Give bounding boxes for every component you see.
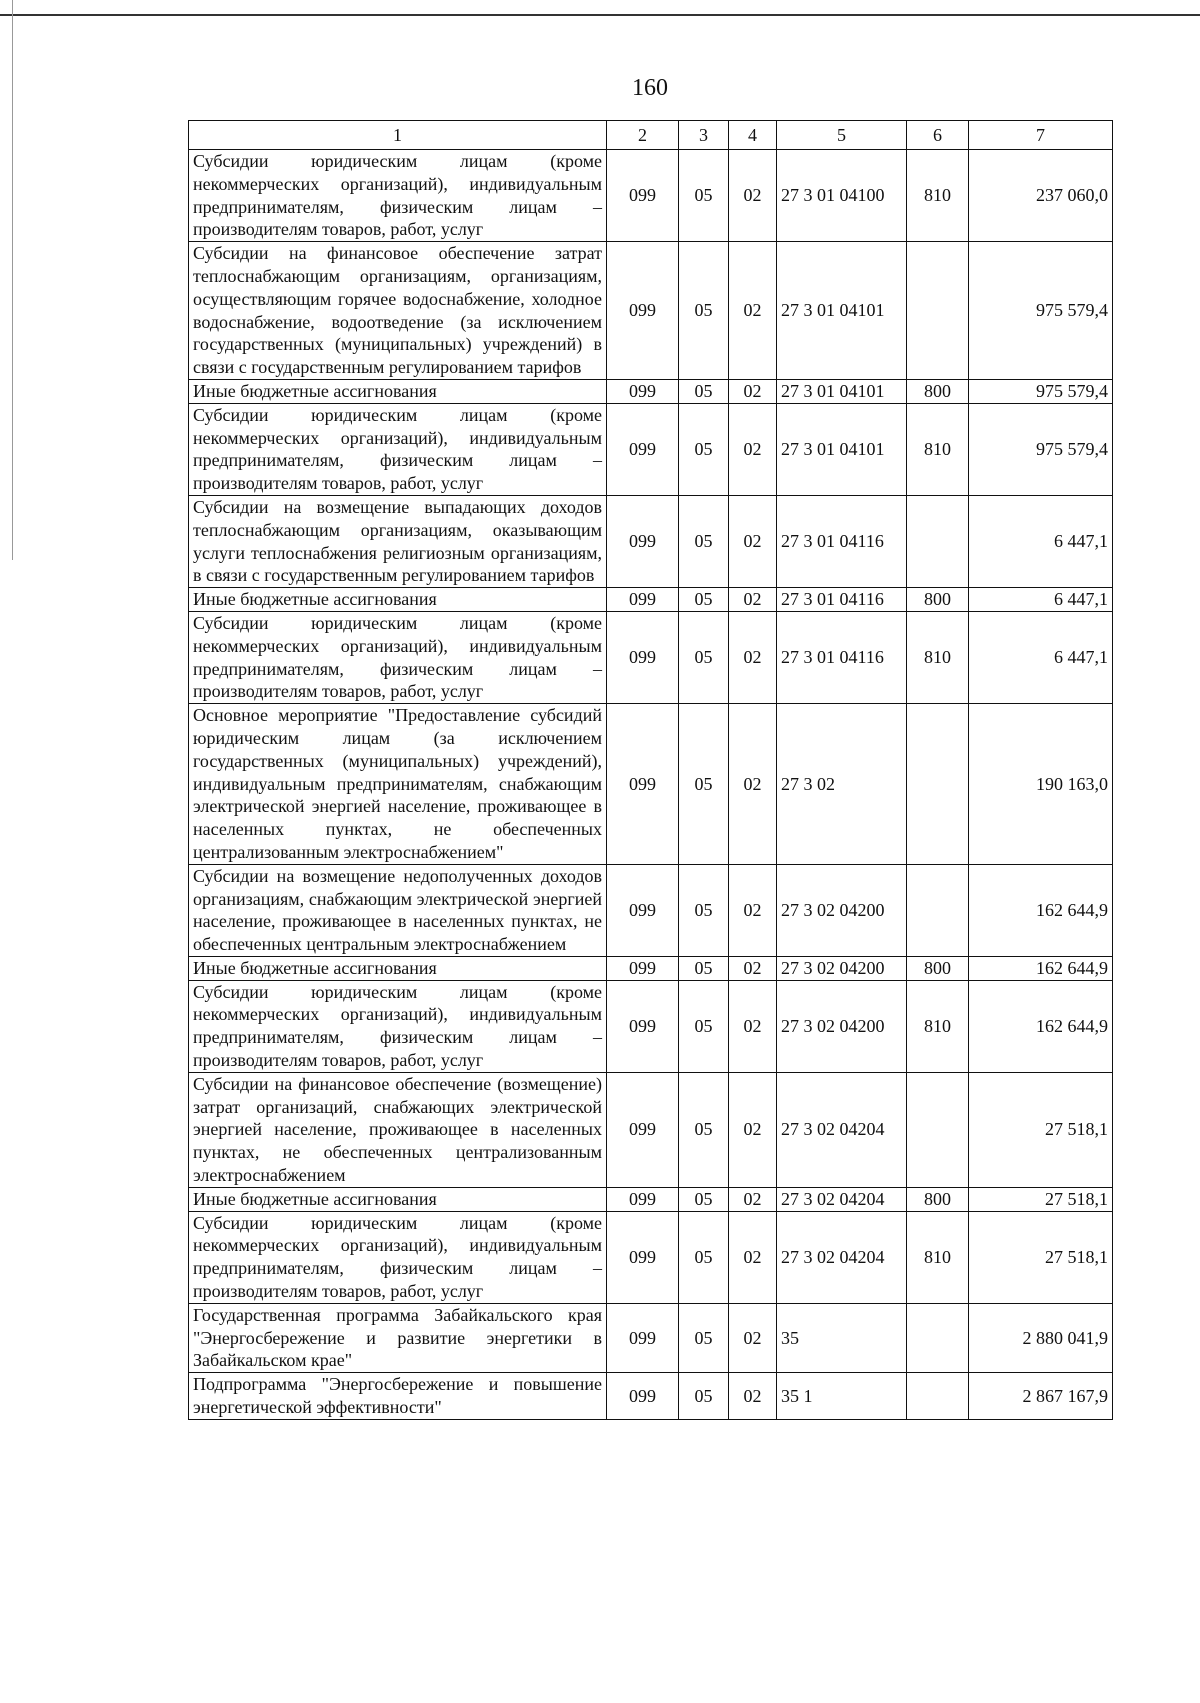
expense-type-cell: 800 [907,588,969,612]
section-code-cell: 05 [679,704,729,865]
row-name-cell: Субсидии на возмещение выпадающих доходов теплоснабжающим организациям, оказывающим услуги теплоснабжения религиозным организациям, в связи с государственным регулированием тарифов [189,495,607,587]
column-header: 2 [607,121,679,150]
expense-type-cell: 810 [907,1211,969,1303]
target-article-cell: 27 3 02 04204 [777,1072,907,1187]
ministry-code-cell: 099 [607,956,679,980]
expense-type-cell: 800 [907,1187,969,1211]
section-code-cell: 05 [679,379,729,403]
table-row [189,588,1113,612]
target-article-cell: 27 3 02 04200 [777,864,907,956]
expense-type-cell [907,704,969,865]
target-article-cell: 27 3 02 04200 [777,980,907,1072]
section-code-cell: 05 [679,956,729,980]
row-name-cell: Иные бюджетные ассигнования [189,379,607,403]
target-article-cell: 27 3 02 [777,704,907,865]
target-article-cell: 27 3 01 04116 [777,611,907,703]
subsection-code-cell: 02 [729,1373,777,1420]
budget-table [188,120,1113,1420]
column-header: 3 [679,121,729,150]
ministry-code-cell: 099 [607,611,679,703]
subsection-code-cell: 02 [729,403,777,495]
amount-cell: 162 644,9 [969,956,1113,980]
row-name-cell: Субсидии юридическим лицам (кроме некоммерческих организаций), индивидуальным предпринимателям, физическим лицам – производителям товаров, работ, услуг [189,403,607,495]
target-article-cell: 35 [777,1303,907,1372]
amount-cell: 162 644,9 [969,980,1113,1072]
amount-cell: 975 579,4 [969,379,1113,403]
table-row [189,1211,1113,1303]
target-article-cell: 27 3 01 04116 [777,588,907,612]
expense-type-cell: 800 [907,379,969,403]
target-article-cell: 27 3 01 04100 [777,150,907,242]
expense-type-cell [907,495,969,587]
amount-cell: 237 060,0 [969,150,1113,242]
row-name-cell: Иные бюджетные ассигнования [189,588,607,612]
row-name-cell: Государственная программа Забайкальского края "Энергосбережение и развитие энергетики в Забайкальском крае" [189,1303,607,1372]
row-name-cell: Субсидии на финансовое обеспечение затрат теплоснабжающим организациям, организациям, осуществляющим горячее водоснабжение, холодное водоснабжение, водоотведение (за исключением государственных (муниципальных) учреждений) в связи с государственным регулированием тарифов [189,242,607,380]
amount-cell: 162 644,9 [969,864,1113,956]
amount-cell: 6 447,1 [969,495,1113,587]
row-name-cell: Основное мероприятие "Предоставление субсидий юридическим лицам (за исключением государственных (муниципальных) учреждений), индивидуальным предпринимателям, снабжающим электрической энергией население, проживающее в населенных пунктах, не обеспеченных централизованным электроснабжением" [189,704,607,865]
row-name-cell: Субсидии на финансовое обеспечение (возмещение) затрат организаций, снабжающих электрической энергией население, проживающее в населенных пунктах, не обеспеченных централизованным электроснабжением [189,1072,607,1187]
amount-cell: 6 447,1 [969,588,1113,612]
table-row [189,1303,1113,1372]
amount-cell: 975 579,4 [969,242,1113,380]
section-code-cell: 05 [679,588,729,612]
section-code-cell: 05 [679,980,729,1072]
target-article-cell: 27 3 01 04101 [777,242,907,380]
expense-type-cell [907,1303,969,1372]
expense-type-cell [907,1373,969,1420]
ministry-code-cell: 099 [607,864,679,956]
subsection-code-cell: 02 [729,611,777,703]
amount-cell: 27 518,1 [969,1211,1113,1303]
expense-type-cell: 800 [907,956,969,980]
table-row [189,1072,1113,1187]
expense-type-cell: 810 [907,611,969,703]
section-code-cell: 05 [679,495,729,587]
subsection-code-cell: 02 [729,495,777,587]
expense-type-cell [907,1072,969,1187]
subsection-code-cell: 02 [729,704,777,865]
subsection-code-cell: 02 [729,956,777,980]
row-name-cell: Иные бюджетные ассигнования [189,1187,607,1211]
row-name-cell: Иные бюджетные ассигнования [189,956,607,980]
expense-type-cell: 810 [907,980,969,1072]
amount-cell: 27 518,1 [969,1072,1113,1187]
table-row [189,956,1113,980]
section-code-cell: 05 [679,242,729,380]
table-row [189,150,1113,242]
column-header: 5 [777,121,907,150]
table-row [189,704,1113,865]
target-article-cell: 27 3 02 04200 [777,956,907,980]
ministry-code-cell: 099 [607,403,679,495]
ministry-code-cell: 099 [607,1187,679,1211]
section-code-cell: 05 [679,1303,729,1372]
ministry-code-cell: 099 [607,1373,679,1420]
column-header: 7 [969,121,1113,150]
row-name-cell: Субсидии юридическим лицам (кроме некоммерческих организаций), индивидуальным предпринимателям, физическим лицам – производителям товаров, работ, услуг [189,150,607,242]
subsection-code-cell: 02 [729,1211,777,1303]
ministry-code-cell: 099 [607,495,679,587]
top-border-rule [0,0,1200,16]
amount-cell: 2 880 041,9 [969,1303,1113,1372]
table-row [189,379,1113,403]
column-header: 6 [907,121,969,150]
subsection-code-cell: 02 [729,150,777,242]
table-body [189,150,1113,1420]
section-code-cell: 05 [679,864,729,956]
expense-type-cell: 810 [907,150,969,242]
page-number: 160 [632,75,668,101]
target-article-cell: 27 3 01 04101 [777,379,907,403]
expense-type-cell [907,864,969,956]
table-row [189,864,1113,956]
table-row [189,980,1113,1072]
column-header: 4 [729,121,777,150]
target-article-cell: 27 3 02 04204 [777,1187,907,1211]
row-name-cell: Субсидии на возмещение недополученных доходов организациям, снабжающим электрической энергией население, проживающее в населенных пунктах, не обеспеченных центральным электроснабжением [189,864,607,956]
amount-cell: 27 518,1 [969,1187,1113,1211]
ministry-code-cell: 099 [607,1072,679,1187]
subsection-code-cell: 02 [729,1303,777,1372]
row-name-cell: Подпрограмма "Энергосбережение и повышение энергетической эффективности" [189,1373,607,1420]
column-header: 1 [189,121,607,150]
amount-cell: 2 867 167,9 [969,1373,1113,1420]
row-name-cell: Субсидии юридическим лицам (кроме некоммерческих организаций), индивидуальным предпринимателям, физическим лицам – производителям товаров, работ, услуг [189,980,607,1072]
amount-cell: 190 163,0 [969,704,1113,865]
target-article-cell: 35 1 [777,1373,907,1420]
ministry-code-cell: 099 [607,980,679,1072]
table-row [189,611,1113,703]
ministry-code-cell: 099 [607,379,679,403]
row-name-cell: Субсидии юридическим лицам (кроме некоммерческих организаций), индивидуальным предпринимателям, физическим лицам – производителям товаров, работ, услуг [189,1211,607,1303]
expense-type-cell [907,242,969,380]
amount-cell: 975 579,4 [969,403,1113,495]
table-row [189,403,1113,495]
section-code-cell: 05 [679,1187,729,1211]
subsection-code-cell: 02 [729,588,777,612]
section-code-cell: 05 [679,150,729,242]
subsection-code-cell: 02 [729,242,777,380]
table-row [189,495,1113,587]
subsection-code-cell: 02 [729,1072,777,1187]
target-article-cell: 27 3 01 04101 [777,403,907,495]
subsection-code-cell: 02 [729,980,777,1072]
ministry-code-cell: 099 [607,704,679,865]
target-article-cell: 27 3 01 04116 [777,495,907,587]
subsection-code-cell: 02 [729,864,777,956]
expense-type-cell: 810 [907,403,969,495]
ministry-code-cell: 099 [607,1303,679,1372]
amount-cell: 6 447,1 [969,611,1113,703]
row-name-cell: Субсидии юридическим лицам (кроме некоммерческих организаций), индивидуальным предпринимателям, физическим лицам – производителям товаров, работ, услуг [189,611,607,703]
ministry-code-cell: 099 [607,242,679,380]
header-row [189,121,1113,150]
ministry-code-cell: 099 [607,150,679,242]
ministry-code-cell: 099 [607,588,679,612]
table-row [189,242,1113,380]
subsection-code-cell: 02 [729,1187,777,1211]
table-row [189,1187,1113,1211]
subsection-code-cell: 02 [729,379,777,403]
section-code-cell: 05 [679,403,729,495]
ministry-code-cell: 099 [607,1211,679,1303]
section-code-cell: 05 [679,1211,729,1303]
section-code-cell: 05 [679,611,729,703]
section-code-cell: 05 [679,1373,729,1420]
section-code-cell: 05 [679,1072,729,1187]
target-article-cell: 27 3 02 04204 [777,1211,907,1303]
table-row [189,1373,1113,1420]
